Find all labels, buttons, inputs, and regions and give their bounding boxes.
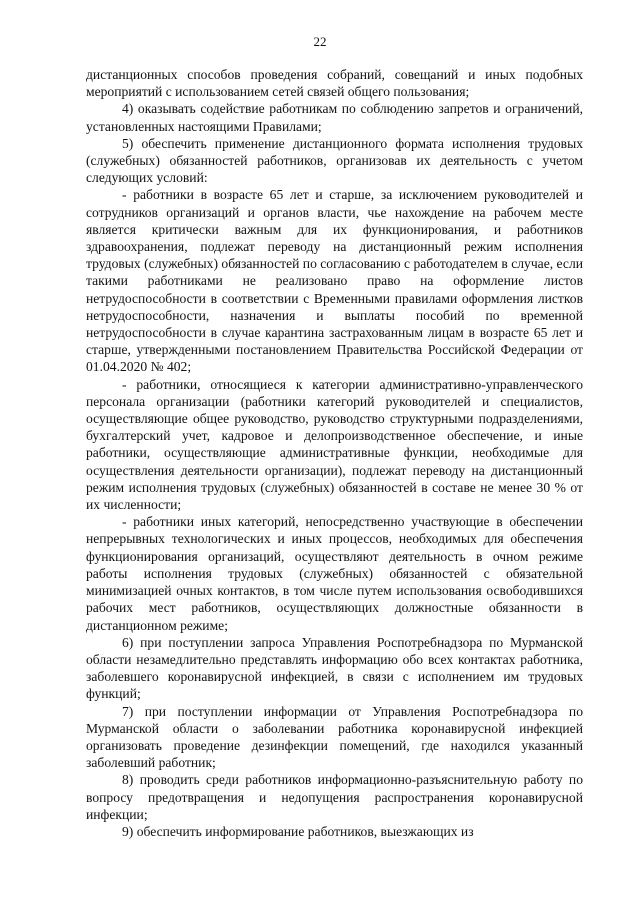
document-body <box>86 66 583 840</box>
paragraph-item-7: 7) при поступлении информации от Управления Роспотребнадзора по Мурманской области о заболевании работника коронавирусной инфекцией организовать проведение дезинфекции помещений, где находился указанный заболевший работник; <box>86 703 583 771</box>
paragraph-item-5: 5) обеспечить применение дистанционного формата исполнения трудовых (служебных) обязанностей работников, организовав их деятельность с учетом следующих условий: <box>86 135 583 186</box>
paragraph-continuation: дистанционных способов проведения собраний, совещаний и иных подобных мероприятий с использованием сетей связей общего пользования; <box>86 67 583 100</box>
paragraph-item-6: 6) при поступлении запроса Управления Роспотребнадзора по Мурманской области незамедлительно представлять информацию обо всех контактах работника, заболевшего коронавирусной инфекцией, в связи с исполнением им трудовых функций; <box>86 634 583 702</box>
paragraph-item-9: 9) обеспечить информирование работников, выезжающих из <box>122 823 474 839</box>
paragraph-bullet-age-65: - работники в возрасте 65 лет и старше, за исключением руководителей и сотрудников организаций и органов власти, чье нахождение на рабочем месте является критически важным для их функционирования, и работников здравоохранения, подлежат переводу на дистанционный режим исполнения трудовых (служебных) обязанностей по согласованию с работодателем в случае, если такими работниками не реализовано право на оформление листов нетрудоспособности в соответствии с Временными правилами оформления листков нетрудоспособности, назначения и выплаты пособий по временной нетрудоспособности в случае карантина застрахованным лицам в возрасте 65 лет и старше, утвержденными постановлением Правительства Российской Федерации от 01.04.2020 № 402; <box>86 187 583 375</box>
paragraph-item-4: 4) оказывать содействие работникам по соблюдению запретов и ограничений, установленных настоящими Правилами; <box>86 101 583 134</box>
paragraph-bullet-admin-staff: - работники, относящиеся к категории административно-управленческого персонала организации (работники категорий руководителей и специалистов, осуществляющие общее руководство, руководство структурными подразделениями, бухгалтерский учет, кадровое и делопроизводственное обеспечение, и иные работники, осуществляющие административные функции, необходимые для осуществления деятельности организации), подлежат переводу на дистанционный режим исполнения трудовых (служебных) обязанностей в составе не менее 30 % от их численности; <box>86 376 583 513</box>
paragraph-item-8: 8) проводить среди работников информационно-разъяснительную работу по вопросу предотвращения и недопущения распространения коронавирусной инфекции; <box>86 772 583 822</box>
paragraph-bullet-other-staff: - работники иных категорий, непосредственно участвующие в обеспечении непрерывных технологических и иных процессов, необходимых для обеспечения функционирования организаций, осуществляют деятельность в очном режиме работы исполнения трудовых (служебных) обязанностей с обязательной минимизацией очных контактов, в том числе путем использования освободившихся рабочих мест работников, осуществляющих должностные обязанности в дистанционном режиме; <box>86 514 583 633</box>
page-number: 22 <box>313 34 327 49</box>
